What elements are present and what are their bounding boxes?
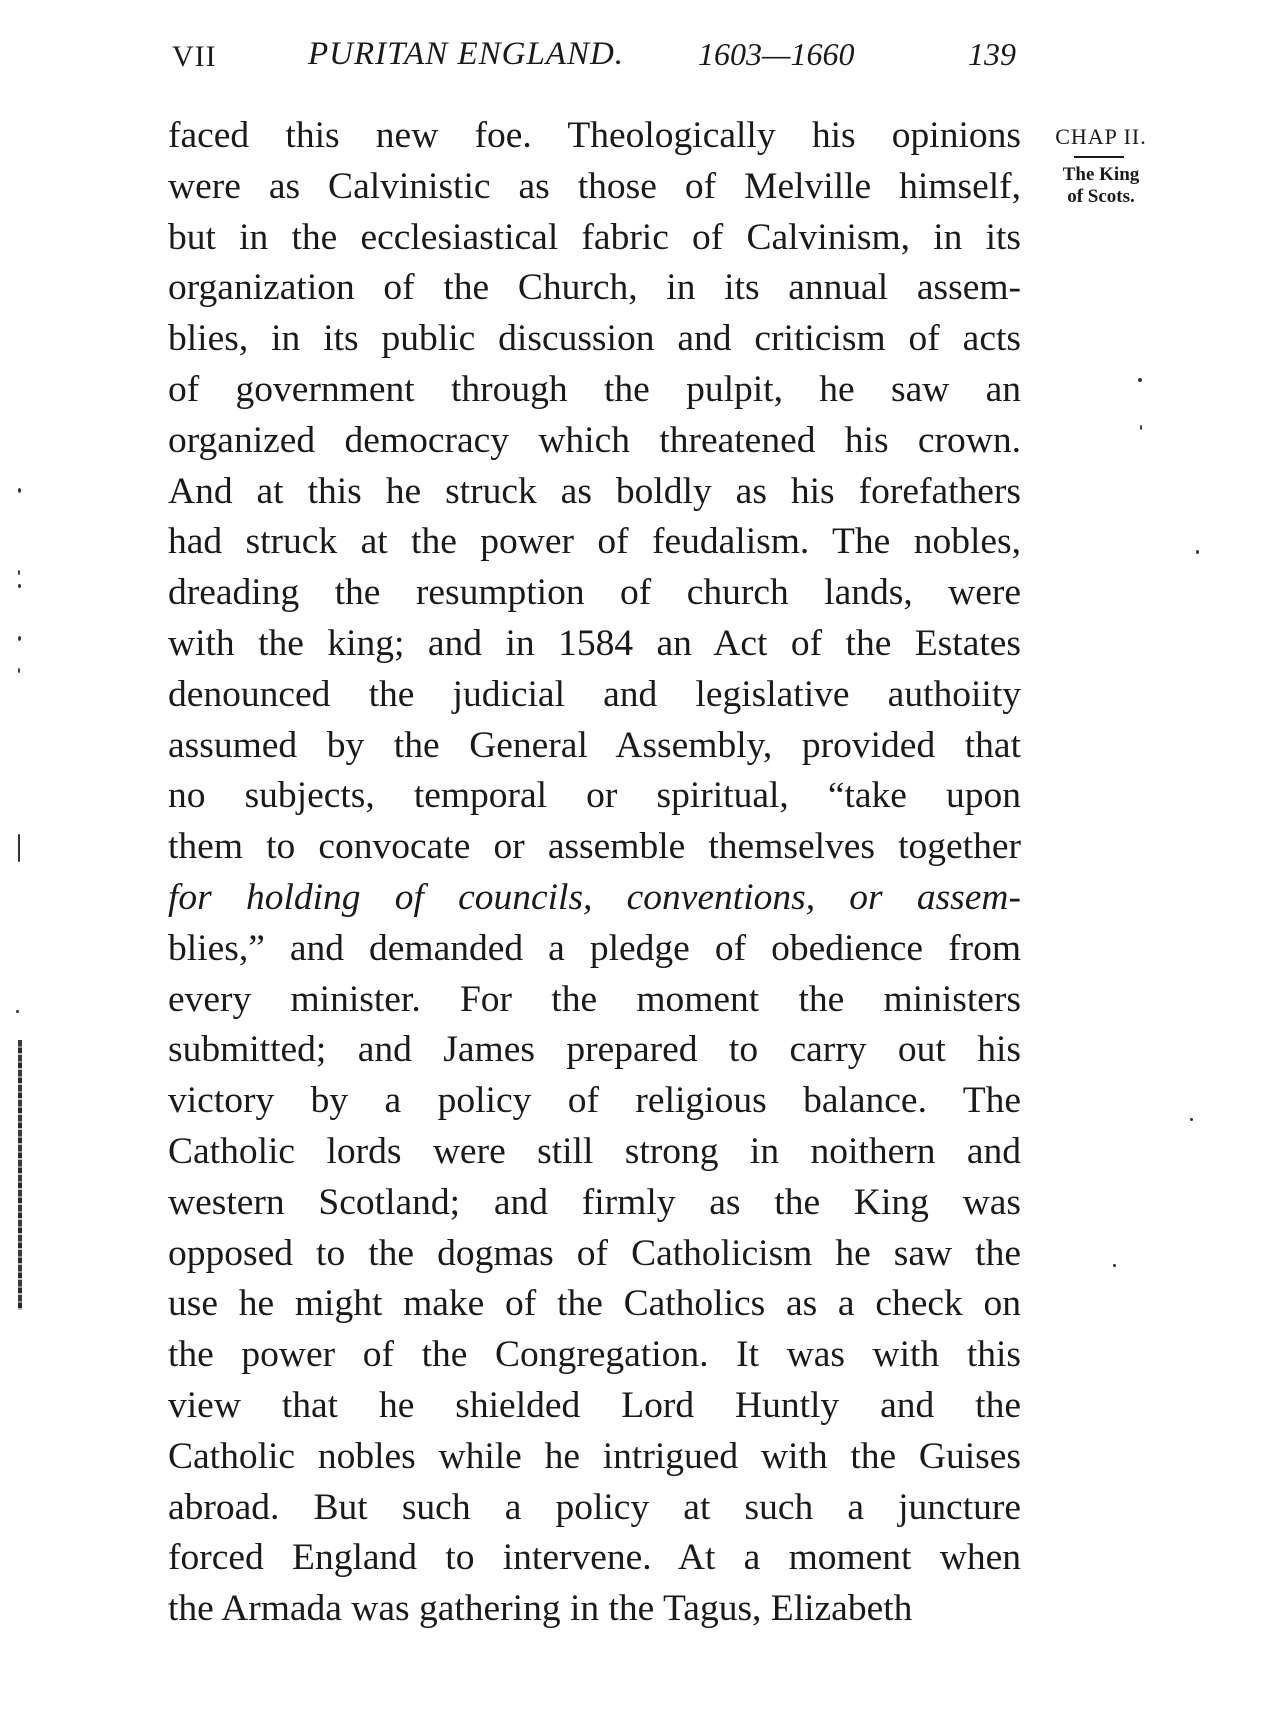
running-header <box>0 0 1280 100</box>
scan-speck <box>18 570 20 575</box>
scan-speck <box>18 668 20 673</box>
body-line: them to convocate or assemble themselves together <box>168 826 1021 868</box>
margin-chapter-label: CHAP II. <box>1055 124 1147 149</box>
body-line: Catholic nobles while he intrigued with the Guises <box>168 1435 1021 1477</box>
body-line: denounced the judicial and legislative authoiity <box>168 673 1021 715</box>
body-line: organized democracy which threatened his crown. <box>168 419 1021 461</box>
scan-speck <box>1196 550 1199 554</box>
body-line: every minister. For the moment the ministers <box>168 978 1021 1020</box>
body-text <box>168 111 1021 1635</box>
scan-speck <box>18 584 21 588</box>
body-line: organization of the Church, in its annual assem- <box>168 267 1021 309</box>
body-line: victory by a policy of religious balance. The <box>168 1080 1021 1122</box>
body-line: use he might make of the Catholics as a check on <box>168 1283 1021 1325</box>
margin-rule <box>1074 156 1124 158</box>
body-line: of government through the pulpit, he saw an <box>168 368 1021 410</box>
margin-notes <box>1036 124 1166 208</box>
running-header-chapter: VII <box>172 40 217 73</box>
margin-topic-line: The King <box>1062 164 1140 185</box>
scan-speck <box>16 1010 19 1013</box>
body-line: had struck at the power of feudalism. The nobles, <box>168 521 1021 563</box>
scan-speck <box>18 834 20 862</box>
scan-speck <box>1190 1118 1193 1121</box>
body-line: blies, in its public discussion and criticism of acts <box>168 318 1021 360</box>
body-line: Catholic lords were still strong in noithern and <box>168 1130 1021 1172</box>
body-line: opposed to the dogmas of Catholicism he saw the <box>168 1232 1021 1274</box>
scan-speck <box>18 488 21 493</box>
page-number: 139 <box>968 36 1016 72</box>
body-line: the Armada was gathering in the Tagus, Elizabeth <box>168 1588 913 1630</box>
running-header-dates: 1603—1660 <box>698 36 855 72</box>
body-line: forced England to intervene. At a moment when <box>168 1537 1021 1579</box>
scan-speck <box>1140 425 1142 430</box>
body-line: faced this new foe. Theologically his opinions <box>168 115 1021 156</box>
running-header-title: PURITAN ENGLAND. <box>308 36 625 72</box>
body-line: for holding of councils, conventions, or assem- <box>168 876 1021 918</box>
body-line: assumed by the General Assembly, provided that <box>168 724 1021 766</box>
body-line: dreading the resumption of church lands, were <box>168 572 1021 614</box>
scan-speck <box>18 636 21 641</box>
scan-speck <box>1138 378 1142 382</box>
scan-speck <box>1113 1264 1116 1267</box>
body-line: with the king; and in 1584 an Act of the Estates <box>168 622 1021 664</box>
body-line: blies,” and demanded a pledge of obedience from <box>168 927 1021 969</box>
body-line: view that he shielded Lord Huntly and the <box>168 1384 1021 1426</box>
body-line: the power of the Congregation. It was with this <box>168 1334 1021 1376</box>
body-line: no subjects, temporal or spiritual, “take upon <box>168 775 1021 817</box>
body-line: but in the ecclesiastical fabric of Calvinism, in its <box>168 216 1021 258</box>
binding-edge <box>18 1040 22 1310</box>
body-line: And at this he struck as boldly as his forefathers <box>168 470 1021 512</box>
margin-topic-line: of Scots. <box>1067 186 1135 207</box>
body-line: were as Calvinistic as those of Melville himself, <box>168 165 1021 207</box>
body-line: abroad. But such a policy at such a juncture <box>168 1486 1021 1528</box>
body-line: submitted; and James prepared to carry out his <box>168 1029 1021 1071</box>
body-line: western Scotland; and firmly as the King was <box>168 1181 1021 1223</box>
